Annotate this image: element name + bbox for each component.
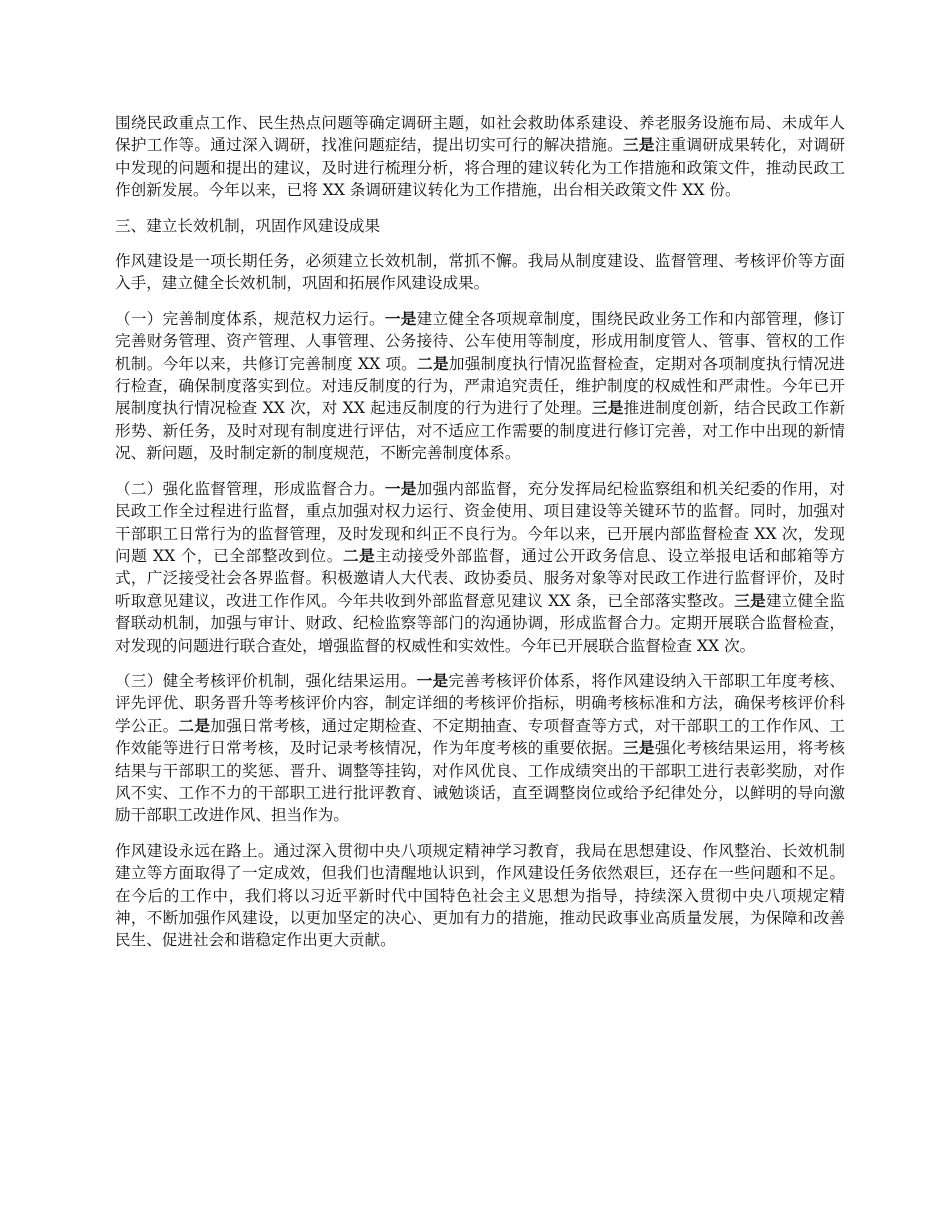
section-heading-3 [115, 215, 845, 237]
text-segment: 主动接受外部监督，通过公开政务信息、设立举报电话和邮箱等方式，广泛接受社会各界监督。积极邀请人大代表、政协委员、服务对象等对民政工作进行监督评价，及时听取意见建议，改进工作作风。今年共收到外部监督意见建议 XX 条，已全部落实整改。 [115, 546, 845, 610]
text-segment: 作风建设是一项长期任务，必须建立长效机制，常抓不懈。我局从制度建设、监督管理、考核评价等方面入手，建立健全长效机制，巩固和拓展作风建设成果。 [115, 252, 845, 293]
text-segment: 完善考核评价体系，将作风建设纳入干部职工年度考核、评先评优、职务晋升等考核评价内容，制定详细的考核评价指标，明确考核标准和方法，确保考核评价科学公正。 [115, 671, 845, 735]
text-segment: 加强制度执行情况监督检查，定期对各项制度执行情况进行检查，确保制度落实到位。对违反制度的行为，严肃追究责任，维护制度的权威性和严肃性。今年已开展制度执行情况检查 XX 次，对 XX 起违反制度的行为进行了处理。 [115, 354, 845, 418]
emphasis-marker: 三是 [734, 590, 766, 610]
emphasis-marker: 一是 [384, 308, 417, 328]
text-segment: 作风建设永远在路上。通过深入贯彻中央八项规定精神学习教育，我局在思想建设、作风整治、长效机制建立等方面取得了一定成效，但我们也清醒地认识到，作风建设任务依然艰巨，还存在一些问题和不足。在今后的工作中，我们将以习近平新时代中国特色社会主义思想为指导，持续深入贯彻中央八项规定精神，不断加强作风建设，以更加坚定的决心、更加有力的措施，推动民政事业高质量发展，为保障和改善民生、促进社会和谐稳定作出更大贡献。 [115, 841, 845, 950]
emphasis-marker: 一是 [416, 670, 449, 690]
text-segment: 建立健全各项规章制度，围绕民政业务工作和内部管理，修订完善财务管理、资产管理、人事管理、公务接待、公车使用等制度，形成用制度管人、管事、管权的工作机制。今年以来，共修订完善制度 XX 项。 [115, 309, 845, 373]
section-heading-text: 三、建立长效机制，巩固作风建设成果 [115, 216, 381, 235]
text-segment: 围绕民政重点工作、民生热点问题等确定调研主题，如社会救助体系建设、养老服务设施布局、未成年人保护工作等。通过深入调研，找准问题症结，提出切实可行的解决措施。 [115, 114, 845, 155]
paragraph-research-topics [115, 112, 845, 202]
text-segment: 加强内部监督，充分发挥局纪检监察组和机关纪委的作用，对民政工作全过程进行监督，重点加强对权力运行、资金使用、项目建设等关键环节的监督。同时，加强对干部职工日常行为的监督管理，及时发现和纠正不良行为。今年以来，已开展内部监督检查 XX 次，发现问题 XX 个，已全部整改到位。 [115, 479, 845, 565]
paragraph-institution-system [115, 308, 845, 465]
emphasis-marker: 二是 [342, 545, 376, 565]
paragraph-conclusion [115, 840, 845, 952]
text-segment: 推进制度创新，结合民政工作新形势、新任务，及时对现有制度进行评估，对不适应工作需要的制度进行修订完善，对工作中出现的新情况、新问题，及时制定新的制度规范，不断完善制度体系。 [115, 399, 845, 463]
emphasis-marker: 三是 [623, 135, 655, 155]
subheading-text: （三）健全考核评价机制，强化结果运用。 [115, 671, 417, 690]
paragraph-long-term-mechanism-intro [115, 250, 845, 295]
text-segment: 建立健全监督联动机制，加强与审计、财政、纪检监察等部门的沟通协调，形成监督合力。定期开展联合监督检查，对发现的问题进行联合查处，增强监督的权威性和实效性。今年已开展联合监督检查 XX 次。 [115, 591, 845, 655]
emphasis-marker: 三是 [623, 738, 655, 758]
emphasis-marker: 三是 [591, 398, 624, 418]
emphasis-marker: 二是 [417, 353, 449, 373]
subheading-text: （二）强化监督管理，形成监督合力。 [115, 479, 385, 498]
paragraph-assessment-evaluation [115, 670, 845, 827]
text-segment: 强化考核结果运用，将考核结果与干部职工的奖惩、晋升、调整等挂钩，对作风优良、工作成绩突出的干部职工进行表彰奖励，对作风不实、工作不力的干部职工进行批评教育、诫勉谈话，直至调整岗位或给予纪律处分，以鲜明的导向激励干部职工改进作风、担当作为。 [115, 739, 845, 825]
subheading-text: （一）完善制度体系，规范权力运行。 [115, 309, 385, 328]
emphasis-marker: 二是 [178, 715, 211, 735]
text-segment: 加强日常考核，通过定期检查、不定期抽查、专项督查等方式，对干部职工的工作作风、工作效能等进行日常考核，及时记录考核情况，作为年度考核的重要依据。 [115, 716, 845, 758]
document-page [115, 112, 845, 965]
paragraph-supervision-management [115, 478, 845, 657]
emphasis-marker: 一是 [384, 478, 417, 498]
text-segment: 注重调研成果转化，对调研中发现的问题和提出的建议，及时进行梳理分析，将合理的建议转化为工作措施和政策文件，推动民政工作创新发展。今年以来，已将 XX 条调研建议转化为工作措施，出台相关政策文件 XX 份。 [115, 136, 845, 200]
